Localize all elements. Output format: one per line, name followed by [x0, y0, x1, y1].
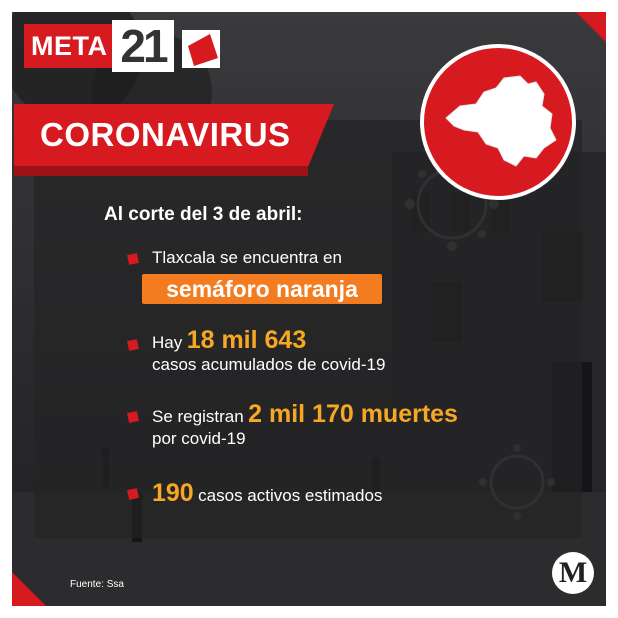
item-2-line	[152, 326, 306, 355]
tlaxcala-map-icon	[424, 48, 572, 196]
semaforo-label: semáforo naranja	[166, 276, 358, 302]
tlaxcala-map-badge	[420, 44, 576, 200]
item-1-text: Tlaxcala se encuentra en	[152, 248, 342, 267]
milenio-logo	[552, 552, 594, 594]
corner-accent-top-right	[568, 12, 606, 50]
bullet-icon	[127, 339, 139, 351]
logo-meta-text: META	[24, 24, 115, 68]
item-4-highlight: 190	[152, 479, 194, 507]
item-4-line	[152, 479, 382, 508]
item-2-suffix: casos acumulados de covid-19	[152, 355, 386, 374]
item-3-line	[152, 400, 458, 429]
bullet-icon	[127, 411, 139, 423]
corner-accent-bottom-left	[12, 566, 52, 606]
milenio-logo-letter: M	[558, 556, 588, 589]
item-3-suffix: por covid-19	[152, 429, 246, 448]
source-note: Fuente: Ssa	[70, 579, 124, 590]
item-3-prefix: Se registran	[152, 407, 244, 426]
logo-21-text: 21	[112, 20, 174, 72]
logo-mark-icon	[180, 28, 222, 70]
item-2-prefix: Hay	[152, 333, 183, 352]
item-2-highlight: 18 mil 643	[186, 326, 307, 354]
item-4-suffix: casos activos estimados	[198, 486, 383, 505]
item-3-highlight: 2 mil 170 muertes	[248, 400, 458, 428]
banner-title: CORONAVIRUS	[40, 116, 291, 153]
bullet-icon	[127, 253, 139, 265]
bullet-icon	[127, 488, 139, 500]
date-line: Al corte del 3 de abril:	[104, 204, 303, 225]
coronavirus-banner	[14, 104, 334, 176]
